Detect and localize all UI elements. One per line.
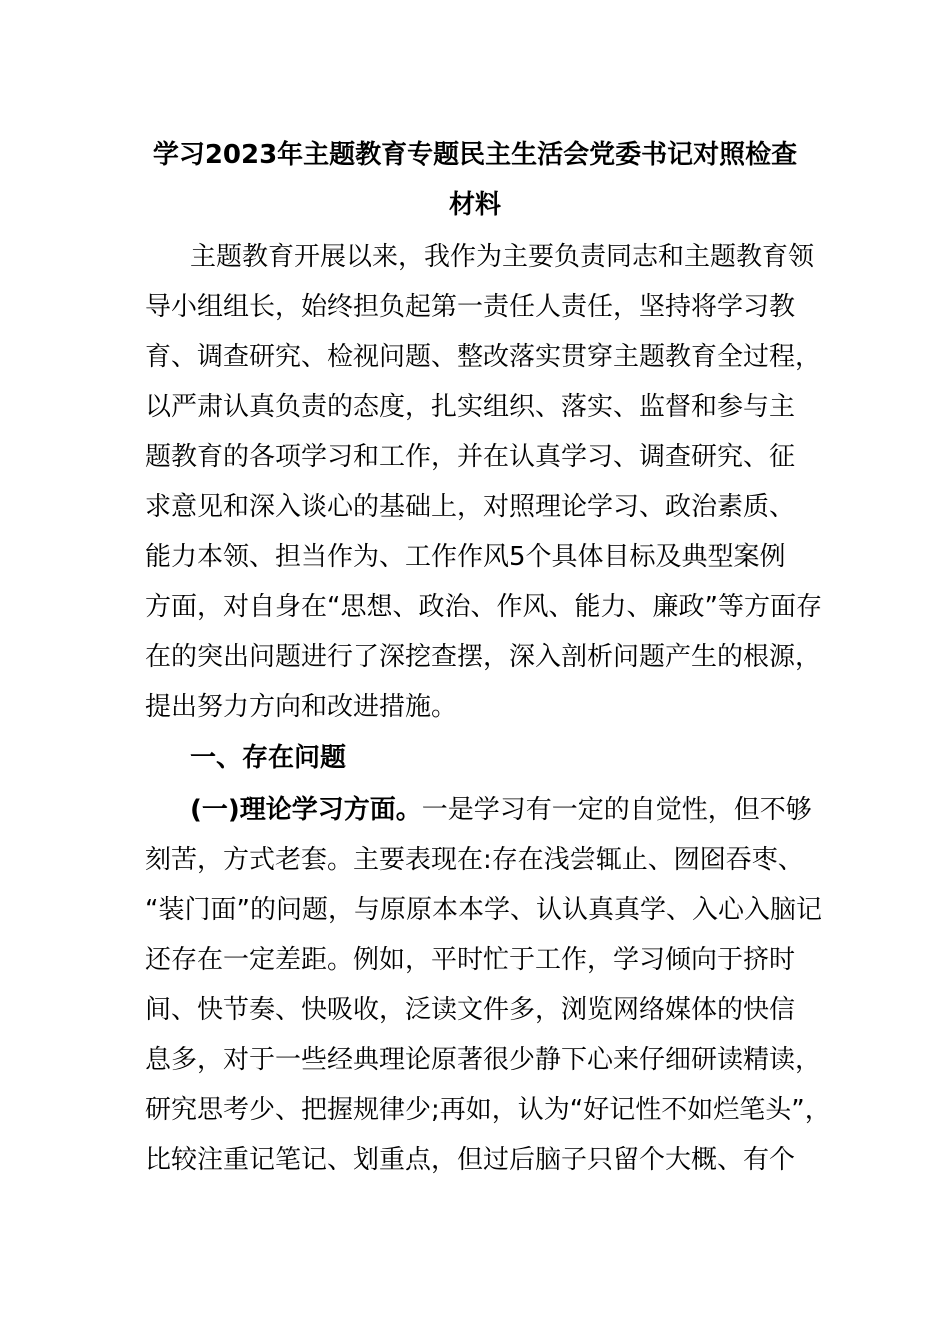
subsection-first-line xyxy=(190,785,855,835)
intro-line-3: 育、调查研究、检视问题、整改落实贯穿主题教育全过程， xyxy=(145,342,822,372)
intro-line-5: 题教育的各项学习和工作，并在认真学习、调查研究、征 xyxy=(145,442,796,472)
subsection-line-5: 间、快节奏、快吸收，泛读文件多，浏览网络媒体的快信 xyxy=(145,995,796,1025)
subsection-line-4: 还存在一定差距。例如，平时忙于工作，学习倾向于挤时 xyxy=(145,945,796,975)
subsection-line-2: 刻苦，方式老套。主要表现在:存在浅尝辄止、囫囵吞枣、 xyxy=(145,845,804,875)
title-line-2: 材料 xyxy=(448,190,501,220)
subsection-line-8: 比较注重记笔记、划重点，但过后脑子只留个大概、有个 xyxy=(145,1145,796,1175)
intro-line-6: 求意见和深入谈心的基础上，对照理论学习、政治素质、 xyxy=(145,492,796,522)
title-line-1: 学习2023年主题教育专题民主生活会党委书记对照检查 xyxy=(152,140,798,170)
intro-line-2: 导小组组长，始终担负起第一责任人责任，坚持将学习教 xyxy=(145,292,796,322)
subsection-line-6: 息多，对于一些经典理论原著很少静下心来仔细研读精读， xyxy=(145,1045,822,1075)
intro-line-4: 以严肃认真负责的态度，扎实组织、落实、监督和参与主 xyxy=(145,392,796,422)
section-heading-problems: 一、存在问题 xyxy=(190,743,347,773)
subsection-first-line-text: 一是学习有一定的自觉性，但不够 xyxy=(421,795,812,825)
subsection-heading-theory-study: (一)理论学习方面。 xyxy=(190,795,422,825)
subsection-line-7: 研究思考少、把握规律少;再如，认为“好记性不如烂笔头”， xyxy=(145,1095,831,1125)
intro-line-1: 主题教育开展以来，我作为主要负责同志和主题教育领 xyxy=(190,242,815,272)
intro-line-9: 在的突出问题进行了深挖查摆，深入剖析问题产生的根源， xyxy=(145,642,822,672)
intro-line-10: 提出努力方向和改进措施。 xyxy=(145,692,458,722)
intro-line-7: 能力本领、担当作为、工作作风5个具体目标及典型案例 xyxy=(145,542,786,572)
intro-line-8: 方面，对自身在“思想、政治、作风、能力、廉政”等方面存 xyxy=(145,592,822,622)
document-title xyxy=(145,130,805,230)
subsection-line-3: “装门面”的问题，与原原本本学、认认真真学、入心入脑记 xyxy=(145,895,822,925)
